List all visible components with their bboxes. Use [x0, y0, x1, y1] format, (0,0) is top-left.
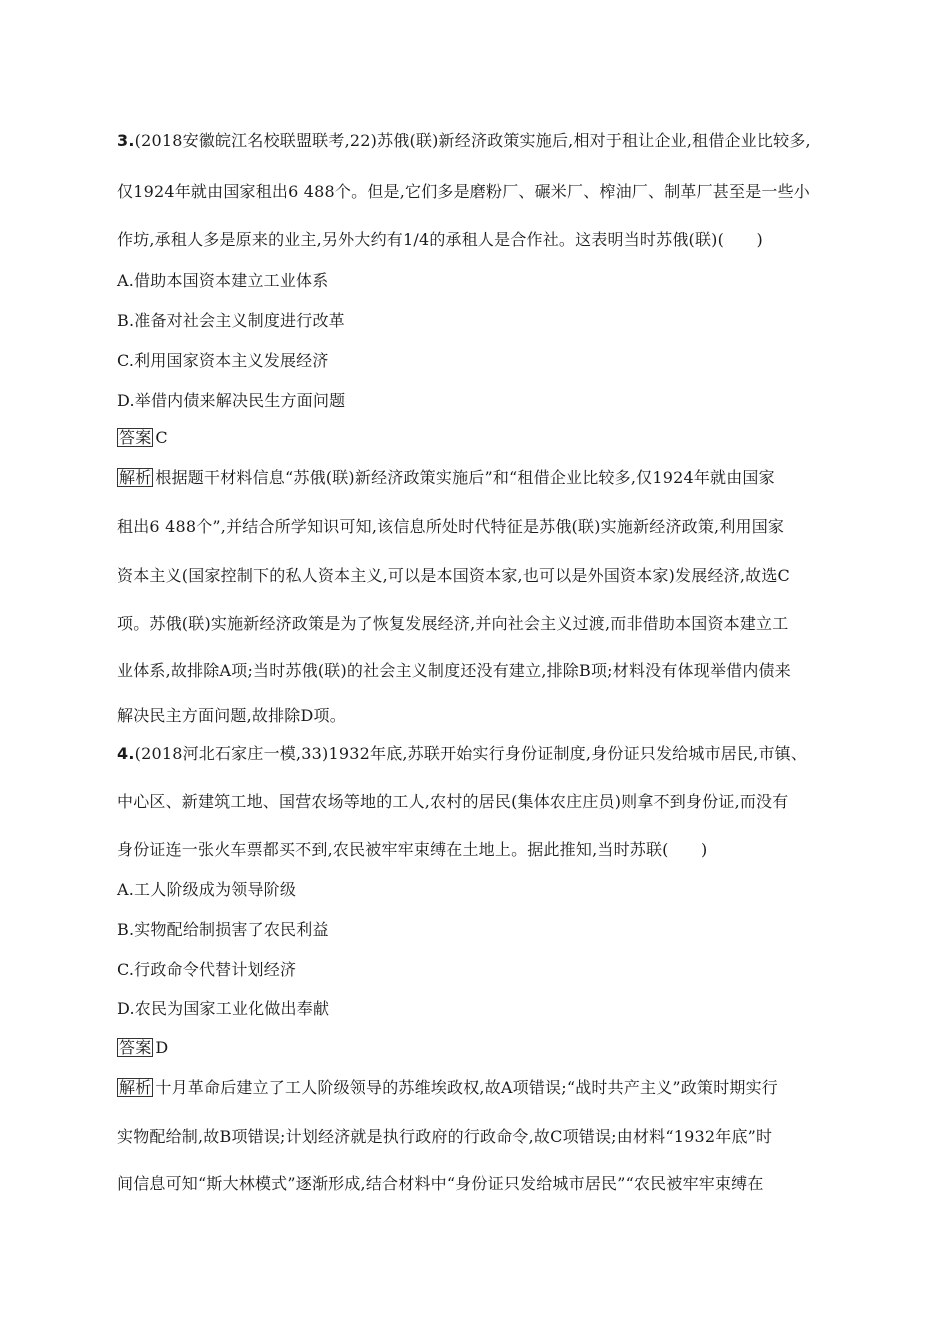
answer-value: D: [155, 1038, 169, 1057]
q3-answer: [117, 428, 168, 448]
q3-analysis-line-1: 解析 根据题干材料信息“苏俄(联)新经济政策实施后”和“租借企业比较多,仅1924年就由国家: [119, 468, 775, 487]
q4-analysis-line-1: 解析 十月革命后建立了工人阶级领导的苏维埃政权,故A项错误;“战时共产主义”政策时期实行: [119, 1078, 778, 1097]
q4-stem-line-2: 中心区、新建筑工地、国营农场等地的工人,农村的居民(集体农庄庄员)则拿不到身份证,而没有: [117, 792, 789, 811]
q3-option-b: B.准备对社会主义制度进行改革: [117, 311, 345, 330]
q3-number: 3.: [117, 131, 135, 150]
q3-stem-line-1: 3.(2018安徽皖江名校联盟联考,22)苏俄(联)新经济政策实施后,相对于租让企业,租借企业比较多,: [117, 131, 811, 150]
q4-stem-line-3: 身份证连一张火车票都买不到,农民被牢牢束缚在土地上。据此推知,当时苏联( ): [117, 840, 708, 859]
q4-answer: [117, 1038, 168, 1058]
q3-option-a: A.借助本国资本建立工业体系: [117, 271, 329, 290]
q3-analysis-line-6: 解决民主方面问题,故排除D项。: [117, 706, 346, 725]
q4-option-d: D.农民为国家工业化做出奉献: [117, 999, 330, 1018]
q3-option-c: C.利用国家资本主义发展经济: [117, 351, 329, 370]
analysis-label: 解析: [119, 1078, 152, 1097]
analysis-label: 解析: [119, 468, 152, 487]
q3-option-d: D.举借内债来解决民生方面问题: [117, 391, 346, 410]
q4-analysis-line-3: 间信息可知“斯大林模式”逐渐形成,结合材料中“身份证只发给城市居民”“农民被牢牢束缚在: [117, 1174, 764, 1193]
q4-number: 4.: [117, 744, 135, 763]
q3-analysis-line-2: 租出6 488个”,并结合所学知识可知,该信息所处时代特征是苏俄(联)实施新经济政策,利用国家: [117, 517, 785, 536]
q3-analysis-line-3: 资本主义(国家控制下的私人资本主义,可以是本国资本家,也可以是外国资本家)发展经济,故选C: [117, 566, 790, 585]
q4-analysis-line-2: 实物配给制,故B项错误;计划经济就是执行政府的行政命令,故C项错误;由材料“1932年底”时: [117, 1127, 773, 1146]
answer-label: 答案: [119, 1038, 152, 1057]
q4-option-b: B.实物配给制损害了农民利益: [117, 920, 329, 939]
q4-option-c: C.行政命令代替计划经济: [117, 960, 297, 979]
answer-value: C: [155, 428, 168, 447]
q4-stem-line-1: 4.(2018河北石家庄一模,33)1932年底,苏联开始实行身份证制度,身份证只发给城市居民,市镇、: [117, 744, 808, 763]
q3-stem-line-3: 作坊,承租人多是原来的业主,另外大约有1/4的承租人是合作社。这表明当时苏俄(联)( ): [117, 230, 763, 249]
q3-analysis-line-4: 项。苏俄(联)实施新经济政策是为了恢复发展经济,并向社会主义过渡,而非借助本国资本建立工: [117, 614, 789, 633]
q3-stem-line-2: 仅1924年就由国家租出6 488个。但是,它们多是磨粉厂、碾米厂、榨油厂、制革厂甚至是一些小: [117, 182, 811, 201]
q3-analysis-line-5: 业体系,故排除A项;当时苏俄(联)的社会主义制度还没有建立,排除B项;材料没有体现举借内债来: [117, 661, 791, 680]
answer-label: 答案: [119, 428, 152, 447]
q4-option-a: A.工人阶级成为领导阶级: [117, 880, 297, 899]
